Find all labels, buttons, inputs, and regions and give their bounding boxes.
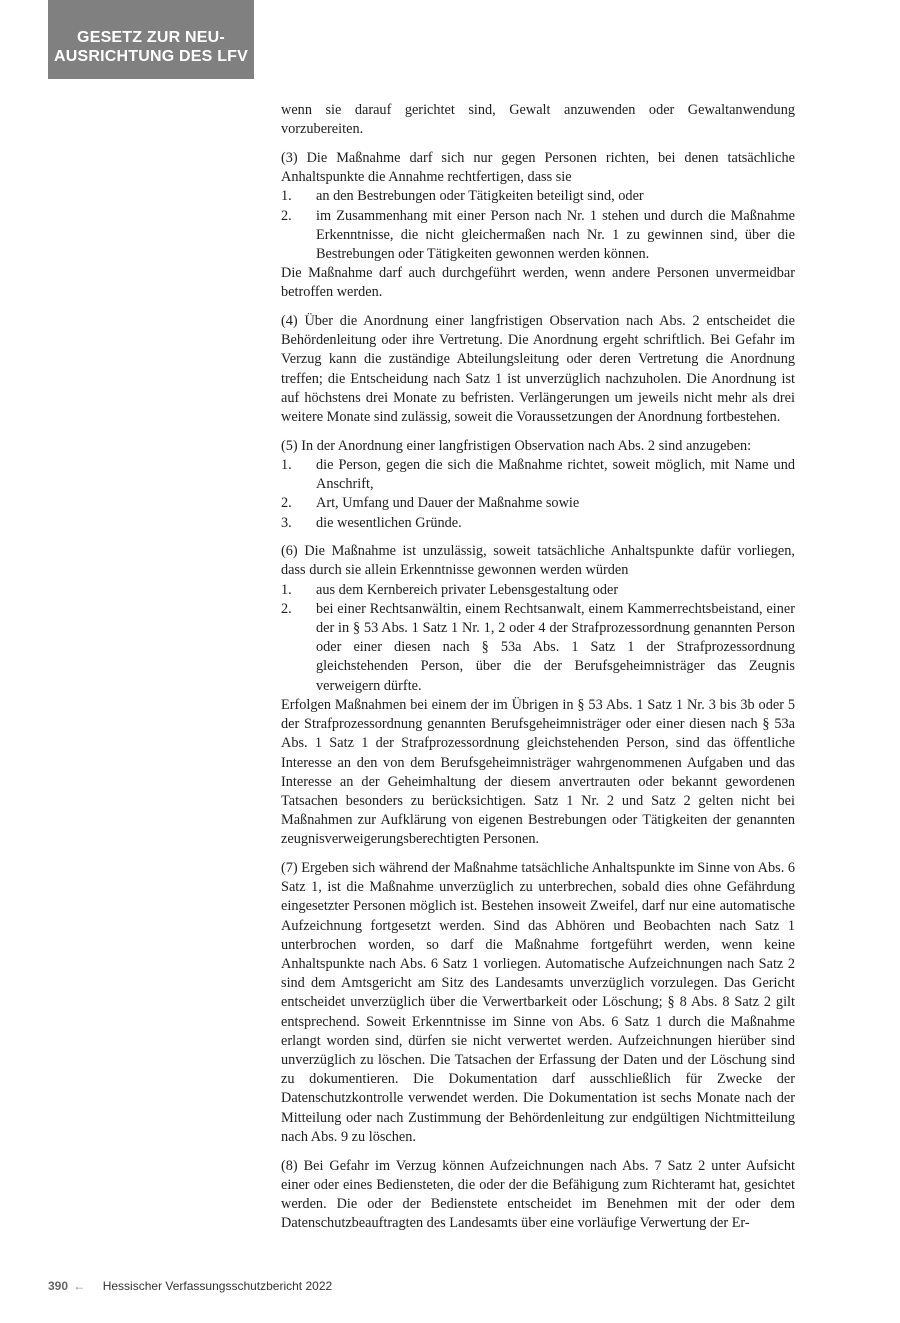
- list-number: 1.: [281, 188, 292, 205]
- section-6-tail: Erfolgen Maßnahmen bei einem der im Übrigen in § 53 Abs. 1 Satz 1 Nr. 3 bis 3b oder 5 der Strafprozessordnung genannten Berufsgeheimnisträger oder einer diesen nach § 53a Abs. 1 Satz 1 der Strafprozessordnung gleichstehenden Person, sind das öffentliche Interesse an den von dem Berufsgeheimnisträger wahrgenommenen Aufgaben und das Interesse an der Geheimhaltung der diesem anvertrauten oder bekannt gewordenen Tatsachen besonders zu berücksichtigen. Satz 1 Nr. 2 und Satz 2 gelten nicht bei Maßnahmen zur Aufklärung von eigenen Bestrebungen oder Tätigkeiten der genannten zeugnisverweigerungsberechtigten Personen.: [281, 696, 795, 848]
- section-6: [281, 542, 795, 849]
- list-number: 1.: [281, 456, 292, 473]
- section-3-intro: (3) Die Maßnahme darf sich nur gegen Personen richten, bei denen tatsächliche Anhaltspunkte die Annahme rechtfertigen, dass sie: [281, 149, 795, 186]
- chapter-header-tab: [48, 0, 254, 79]
- list-text: Art, Umfang und Dauer der Maßnahme sowie: [316, 495, 580, 512]
- section-4: (4) Über die Anordnung einer langfristigen Observation nach Abs. 2 entscheidet die Behördenleitung oder ihre Vertretung. Die Anordnung ergeht schriftlich. Bei Gefahr im Verzug kann die zuständige Abteilungsleitung oder deren Vertretung die Anordnung treffen; die Entscheidung nach Satz 1 ist unverzüglich nachzuholen. Die Anordnung ist auf höchstens drei Monate zu befristen. Verlängerungen um jeweils nicht mehr als drei weitere Monate sind zulässig, soweit die Voraussetzungen der Anordnung fortbestehen.: [281, 313, 795, 426]
- list-number: 3.: [281, 514, 292, 531]
- list-number: 2.: [281, 207, 292, 224]
- list-text: aus dem Kernbereich privater Lebensgestaltung oder: [316, 581, 619, 598]
- list-item: [281, 514, 795, 533]
- list-number: 2.: [281, 495, 292, 512]
- section-8: (8) Bei Gefahr im Verzug können Aufzeichnungen nach Abs. 7 Satz 2 unter Aufsicht einer oder eines Bediensteten, die oder der die Befähigung zum Richteramt hat, gesichtet werden. Die oder der Bedienstete entscheidet im Benehmen mit der oder dem Datenschutzbeauftragten des Landesamts über eine vorläufige Verwertung der Er-: [281, 1157, 795, 1232]
- section-3: [281, 149, 795, 303]
- section-5: [281, 437, 795, 533]
- list-number: 1.: [281, 581, 292, 598]
- list-text: im Zusammenhang mit einer Person nach Nr. 1 stehen und durch die Maßnahme Erkenntnisse, die nicht gleichermaßen nach Nr. 1 zu gewinnen sind, über die Bestrebungen oder Tätigkeiten gewonnen werden können.: [316, 207, 795, 262]
- publication-title: Hessischer Verfassungsschutzbericht 2022: [102, 1279, 333, 1293]
- section-6-list: [281, 581, 795, 696]
- section-5-list: [281, 456, 795, 533]
- list-item: [281, 187, 795, 206]
- list-number: 2.: [281, 600, 292, 617]
- list-item: [281, 600, 795, 696]
- list-item: [281, 456, 795, 494]
- list-item: [281, 207, 795, 265]
- back-arrow-icon[interactable]: ←: [73, 1279, 86, 1293]
- list-item: [281, 494, 795, 513]
- section-7: (7) Ergeben sich während der Maßnahme tatsächliche Anhaltspunkte im Sinne von Abs. 6 Satz 1, ist die Maßnahme unverzüglich zu unterbrechen, sobald dies ohne Gefährdung eingesetzter Personen möglich ist. Bestehen insoweit Zweifel, darf nur eine automatische Aufzeichnung fortgesetzt werden. Sind das Abhören und Beobachten nach Satz 1 unterbrochen worden, so darf die Maßnahme fortgeführt werden, wenn keine Anhaltspunkte nach Abs. 6 Satz 1 vorliegen. Automatische Aufzeichnungen nach Satz 2 sind dem Amtsgericht am Sitz des Landesamts unverzüglich vorzulegen. Das Gericht entscheidet unverzüglich über die Verwertbarkeit oder Löschung; § 8 Abs. 8 Satz 2 gilt entsprechend. Soweit Erkenntnisse im Sinne von Abs. 6 Satz 1 durch die Maßnahme erlangt worden sind, dürfen sie nicht verwertet werden. Aufzeichnungen hierüber sind unverzüglich zu löschen. Die Tatsachen der Erfassung der Daten und der Löschung sind zu dokumentieren. Die Dokumentation darf ausschließlich für Zwecke der Datenschutzkontrolle verwendet werden. Die Dokumentation ist sechs Monate nach der Mitteilung oder nach Zustimmung der Behördenleitung zur endgültigen Nichtmitteilung nach Abs. 9 zu löschen.: [281, 860, 795, 1145]
- section-3-tail: Die Maßnahme darf auch durchgeführt werden, wenn andere Personen unvermeidbar betroffen werden.: [281, 265, 795, 301]
- chapter-title-line-1: GESETZ ZUR NEU-: [77, 29, 225, 46]
- list-text: die wesentlichen Gründe.: [316, 514, 462, 531]
- list-text: die Person, gegen die sich die Maßnahme richtet, soweit möglich, mit Name und Anschrift,: [316, 456, 795, 493]
- list-text: an den Bestrebungen oder Tätigkeiten beteiligt sind, oder: [316, 188, 644, 205]
- list-item: [281, 581, 795, 600]
- section-6-intro: (6) Die Maßnahme ist unzulässig, soweit tatsächliche Anhaltspunkte dafür vorliegen, dass durch sie allein Erkenntnisse gewonnen werden würden: [281, 543, 795, 579]
- page-number: 390: [48, 1279, 69, 1293]
- list-text: bei einer Rechtsanwältin, einem Rechtsanwalt, einem Kammerrechtsbeistand, einer der in § 53 Abs. 1 Satz 1 Nr. 1, 2 oder 4 der Strafprozessordnung genannten Person oder einer diesen nach § 53a Abs. 1 Satz 1 der Strafprozessordnung gleichstehenden Person, über die der Berufsgeheimnisträger das Zeugnis verweigern dürfte.: [316, 600, 795, 694]
- section-5-intro: (5) In der Anordnung einer langfristigen Observation nach Abs. 2 sind anzugeben:: [281, 437, 752, 454]
- page-footer: [48, 1279, 332, 1293]
- section-3-list: [281, 187, 795, 264]
- paragraph-continuation: wenn sie darauf gerichtet sind, Gewalt anzuwenden oder Gewaltanwendung vorzubereiten.: [281, 102, 795, 138]
- chapter-title-line-2: AUSRICHTUNG DES LFV: [53, 48, 249, 65]
- law-text-body: [281, 101, 795, 1243]
